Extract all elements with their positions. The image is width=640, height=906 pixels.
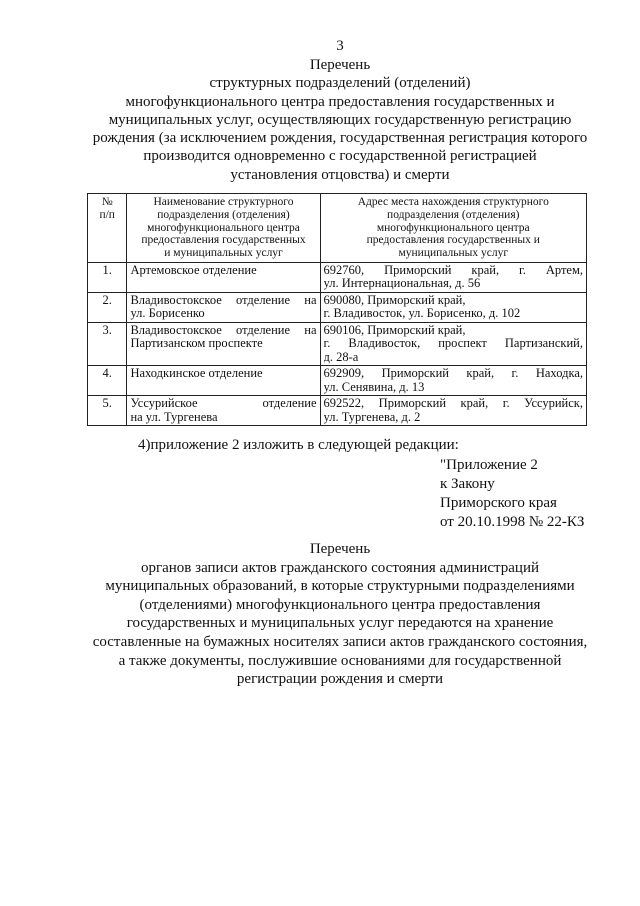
table-row xyxy=(88,262,587,292)
amendment-item-4: 4)приложение 2 изложить в следующей редакции: xyxy=(138,437,459,453)
heading-line: установления отцовства) и смерти xyxy=(230,166,450,183)
heading-line: рождения (за исключением рождения, государственная регистрация которого xyxy=(92,130,588,147)
header-name: Наименование структурного подразделения (отделения) многофункционального центра предоставления государственных и муниципальных услуг xyxy=(127,194,320,263)
header-number: № п/п xyxy=(88,194,127,263)
row-name: Уссурийское отделение на ул. Тургенева xyxy=(127,396,320,426)
row-address: 690080, Приморский край, г. Владивосток, ул. Борисенко, д. 102 xyxy=(320,292,586,322)
heading-line: регистрации рождения и смерти xyxy=(236,671,444,688)
row-number: 2. xyxy=(88,292,127,322)
heading-word: Перечень xyxy=(309,57,371,73)
row-number: 1. xyxy=(88,262,127,292)
appendix-line: Приморского края xyxy=(440,495,557,511)
row-address: 690106, Приморский край, г. Владивосток, проспект Партизанский, д. 28-а xyxy=(320,322,586,366)
heading-line: производится одновременно с государственной регистрацией xyxy=(143,148,537,165)
appendix-line: от 20.10.1998 № 22-КЗ xyxy=(440,514,585,530)
heading-line: структурных подразделений (отделений) xyxy=(209,75,471,92)
header-address: Адрес места нахождения структурного подразделения (отделения) многофункционального центра предоставления государственных и муниципальных услуг xyxy=(320,194,586,263)
row-name: Владивостокское отделение на Партизанском проспекте xyxy=(127,322,320,366)
row-number: 3. xyxy=(88,322,127,366)
list-heading-2 xyxy=(60,540,620,689)
heading-word: Перечень xyxy=(309,541,371,557)
row-number: 4. xyxy=(88,366,127,396)
heading-line: муниципальных образований, в которые структурными подразделениями xyxy=(105,578,575,595)
heading-line: органов записи актов гражданского состояния администраций xyxy=(140,559,540,576)
departments-table xyxy=(87,193,587,426)
heading-line: государственных и муниципальных услуг передаются на хранение xyxy=(126,615,554,632)
row-address: 692522, Приморский край, г. Уссурийск, ул. Тургенева, д. 2 xyxy=(320,396,586,426)
heading-line: а также документы, послужившие основаниями для государственной xyxy=(118,652,562,669)
row-name: Владивостокское отделение на ул. Борисенко xyxy=(127,292,320,322)
row-number: 5. xyxy=(88,396,127,426)
heading-line: муниципальных услуг, осуществляющих государственную регистрацию xyxy=(108,111,572,128)
table-row xyxy=(88,322,587,366)
appendix-line: к Закону xyxy=(440,476,495,492)
appendix-reference xyxy=(440,456,584,532)
table-row xyxy=(88,396,587,426)
appendix-line: "Приложение 2 xyxy=(440,457,538,473)
row-name: Находкинское отделение xyxy=(127,366,320,396)
row-name: Артемовское отделение xyxy=(127,262,320,292)
table-header-row xyxy=(88,194,587,263)
list-heading-1 xyxy=(60,56,620,184)
heading-line: многофункционального центра предоставления государственных и xyxy=(125,93,555,110)
heading-line: (отделениями) многофункционального центра предоставления xyxy=(139,596,541,613)
page-number: 3 xyxy=(336,38,344,54)
row-address: 692760, Приморский край, г. Артем, ул. Интернациональная, д. 56 xyxy=(320,262,586,292)
table-row xyxy=(88,366,587,396)
table-row xyxy=(88,292,587,322)
heading-line: составленные на бумажных носителях записи актов гражданского состояния, xyxy=(92,633,588,650)
row-address: 692909, Приморский край, г. Находка, ул. Сенявина, д. 13 xyxy=(320,366,586,396)
